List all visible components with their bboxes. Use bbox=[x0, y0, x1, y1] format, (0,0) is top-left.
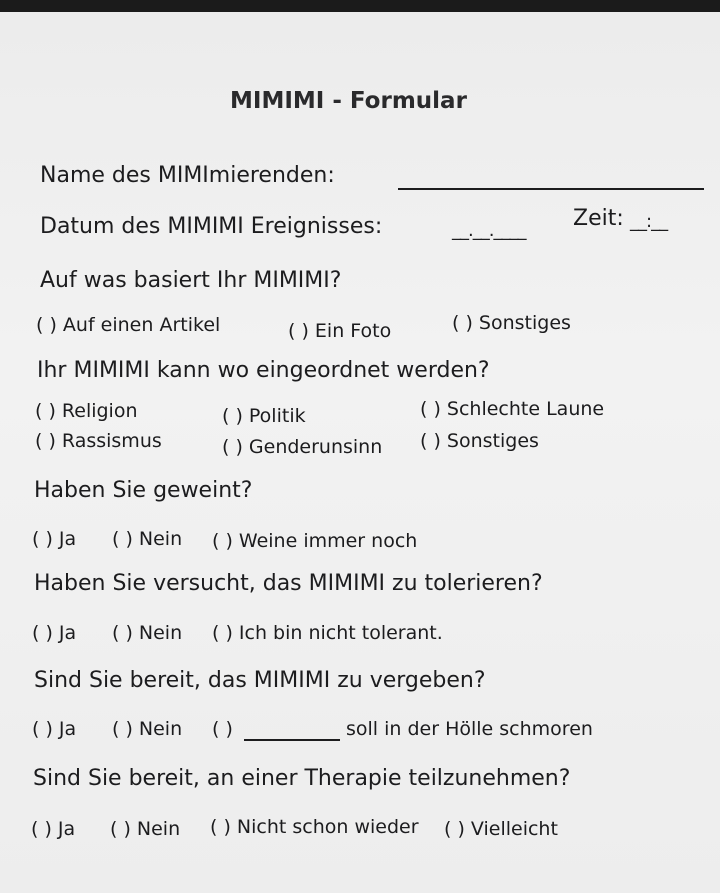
question-toleriert: Haben Sie versucht, das MIMIMI zu tolerieren? bbox=[34, 571, 543, 596]
option-therapie-ja[interactable]: ( ) Ja bbox=[31, 818, 76, 840]
question-category: Ihr MIMIMI kann wo eingeordnet werden? bbox=[37, 358, 490, 383]
date-label: Datum des MIMIMI Ereignisses: bbox=[40, 214, 383, 239]
option-foto[interactable]: ( ) Ein Foto bbox=[288, 320, 392, 342]
question-geweint: Haben Sie geweint? bbox=[34, 478, 253, 503]
option-geweint-ja[interactable]: ( ) Ja bbox=[32, 528, 77, 550]
option-nicht-schon-wieder[interactable]: ( ) Nicht schon wieder bbox=[210, 816, 419, 838]
vergeben-blank-line[interactable] bbox=[244, 739, 340, 741]
option-toleriert-nein[interactable]: ( ) Nein bbox=[112, 622, 183, 644]
time-input[interactable]: __:__ bbox=[630, 211, 668, 232]
option-politik[interactable]: ( ) Politik bbox=[222, 405, 306, 427]
option-sonstiges-basis[interactable]: ( ) Sonstiges bbox=[452, 312, 571, 334]
time-label: Zeit: bbox=[573, 206, 624, 231]
option-vergeben-ja[interactable]: ( ) Ja bbox=[32, 718, 77, 740]
option-religion[interactable]: ( ) Religion bbox=[35, 400, 138, 422]
option-therapie-nein[interactable]: ( ) Nein bbox=[110, 818, 181, 840]
question-basis: Auf was basiert Ihr MIMIMI? bbox=[40, 268, 342, 293]
question-therapie: Sind Sie bereit, an einer Therapie teilzunehmen? bbox=[33, 766, 571, 791]
option-toleriert-ja[interactable]: ( ) Ja bbox=[32, 622, 77, 644]
option-vielleicht[interactable]: ( ) Vielleicht bbox=[444, 818, 558, 840]
option-weine-immer-noch[interactable]: ( ) Weine immer noch bbox=[212, 530, 418, 552]
option-nicht-tolerant[interactable]: ( ) Ich bin nicht tolerant. bbox=[212, 622, 443, 644]
option-genderunsinn[interactable]: ( ) Genderunsinn bbox=[222, 436, 383, 458]
question-vergeben: Sind Sie bereit, das MIMIMI zu vergeben? bbox=[34, 668, 486, 693]
form-title: MIMIMI - Formular bbox=[230, 88, 467, 114]
option-artikel[interactable]: ( ) Auf einen Artikel bbox=[36, 314, 221, 336]
option-hoelle-text: soll in der Hölle schmoren bbox=[346, 718, 593, 740]
option-vergeben-blank[interactable]: ( ) bbox=[212, 718, 233, 740]
option-vergeben-nein[interactable]: ( ) Nein bbox=[112, 718, 183, 740]
option-geweint-nein[interactable]: ( ) Nein bbox=[112, 528, 183, 550]
option-schlechte-laune[interactable]: ( ) Schlechte Laune bbox=[420, 398, 605, 420]
name-label: Name des MIMImierenden: bbox=[40, 163, 335, 188]
option-rassismus[interactable]: ( ) Rassismus bbox=[35, 430, 162, 452]
name-input-line[interactable] bbox=[398, 188, 704, 190]
option-sonstiges-kategorie[interactable]: ( ) Sonstiges bbox=[420, 430, 539, 452]
date-input[interactable]: __.__.____ bbox=[452, 220, 526, 241]
